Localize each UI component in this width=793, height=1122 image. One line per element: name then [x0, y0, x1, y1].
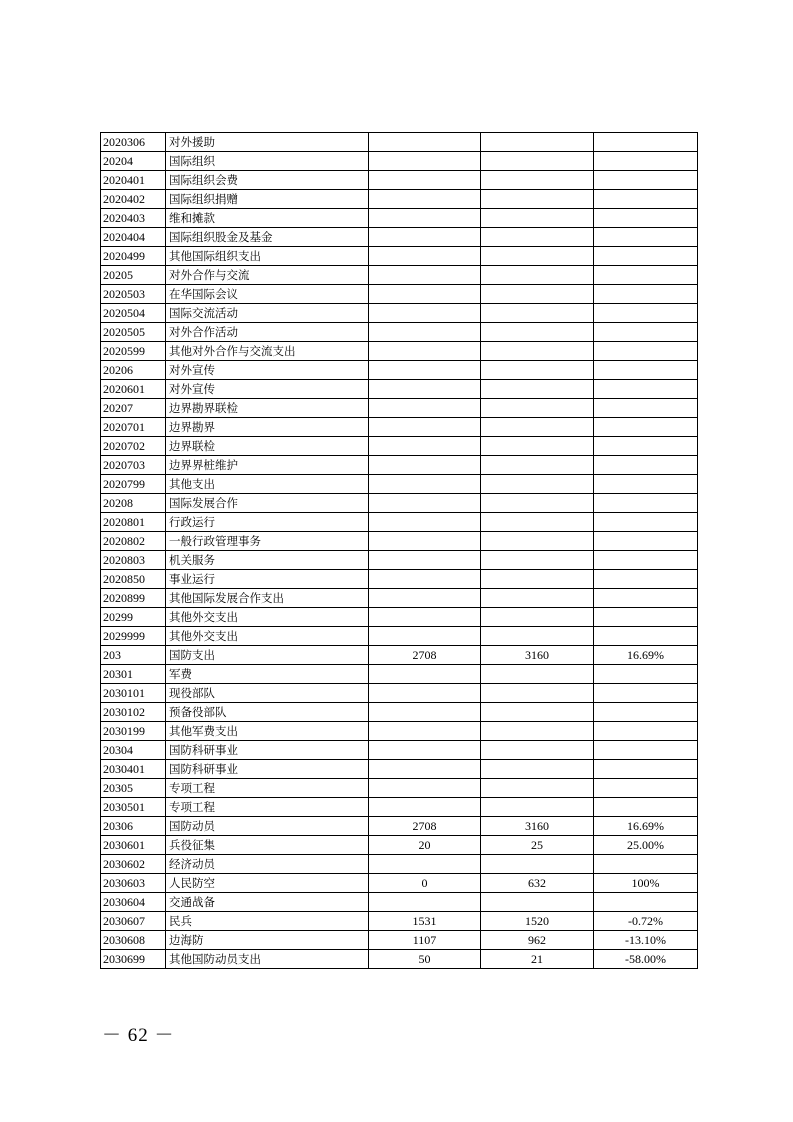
table-row	[101, 171, 698, 190]
table-row	[101, 513, 698, 532]
value-2-cell	[481, 855, 594, 874]
table-row	[101, 817, 698, 836]
subject-name-cell: 其他外交支出	[166, 608, 369, 627]
subject-code-cell: 20208	[101, 494, 166, 513]
table-row	[101, 551, 698, 570]
subject-code-cell: 2020702	[101, 437, 166, 456]
value-2-cell	[481, 266, 594, 285]
value-1-cell	[369, 171, 481, 190]
value-1-cell	[369, 190, 481, 209]
table-row	[101, 456, 698, 475]
value-1-cell	[369, 228, 481, 247]
table-row	[101, 646, 698, 665]
value-2-cell	[481, 703, 594, 722]
change-percent-cell	[594, 190, 698, 209]
subject-code-cell: 2020899	[101, 589, 166, 608]
change-percent-cell	[594, 513, 698, 532]
subject-code-cell: 20304	[101, 741, 166, 760]
subject-code-cell: 2020802	[101, 532, 166, 551]
change-percent-cell	[594, 741, 698, 760]
table-row	[101, 532, 698, 551]
value-1-cell	[369, 133, 481, 152]
table-row	[101, 494, 698, 513]
value-1-cell: 1107	[369, 931, 481, 950]
value-1-cell	[369, 798, 481, 817]
subject-code-cell: 2030608	[101, 931, 166, 950]
subject-name-cell: 事业运行	[166, 570, 369, 589]
subject-code-cell: 2020504	[101, 304, 166, 323]
value-2-cell	[481, 722, 594, 741]
table-row	[101, 760, 698, 779]
value-1-cell	[369, 551, 481, 570]
value-2-cell: 21	[481, 950, 594, 969]
change-percent-cell: 16.69%	[594, 646, 698, 665]
value-2-cell	[481, 133, 594, 152]
change-percent-cell	[594, 285, 698, 304]
subject-code-cell: 2020402	[101, 190, 166, 209]
change-percent-cell	[594, 209, 698, 228]
table-row	[101, 722, 698, 741]
subject-name-cell: 国防科研事业	[166, 760, 369, 779]
subject-code-cell: 2020601	[101, 380, 166, 399]
change-percent-cell	[594, 570, 698, 589]
value-2-cell	[481, 285, 594, 304]
subject-name-cell: 边界界桩维护	[166, 456, 369, 475]
value-2-cell	[481, 893, 594, 912]
subject-code-cell: 2029999	[101, 627, 166, 646]
value-2-cell	[481, 551, 594, 570]
value-2-cell: 3160	[481, 646, 594, 665]
value-1-cell	[369, 475, 481, 494]
table-row	[101, 418, 698, 437]
value-2-cell	[481, 228, 594, 247]
subject-code-cell: 20206	[101, 361, 166, 380]
subject-code-cell: 2020499	[101, 247, 166, 266]
value-2-cell	[481, 323, 594, 342]
subject-code-cell: 20306	[101, 817, 166, 836]
subject-name-cell: 国防科研事业	[166, 741, 369, 760]
subject-code-cell: 2020701	[101, 418, 166, 437]
table-row	[101, 874, 698, 893]
subject-code-cell: 20205	[101, 266, 166, 285]
subject-name-cell: 国际组织会费	[166, 171, 369, 190]
subject-code-cell: 2030102	[101, 703, 166, 722]
subject-code-cell: 2030699	[101, 950, 166, 969]
change-percent-cell	[594, 133, 698, 152]
change-percent-cell	[594, 418, 698, 437]
change-percent-cell	[594, 703, 698, 722]
change-percent-cell	[594, 475, 698, 494]
value-2-cell	[481, 304, 594, 323]
subject-code-cell: 2020404	[101, 228, 166, 247]
value-1-cell	[369, 380, 481, 399]
value-1-cell	[369, 323, 481, 342]
change-percent-cell	[594, 608, 698, 627]
value-2-cell	[481, 399, 594, 418]
subject-name-cell: 边界勘界	[166, 418, 369, 437]
subject-name-cell: 边界勘界联检	[166, 399, 369, 418]
budget-table	[100, 132, 698, 969]
value-1-cell	[369, 361, 481, 380]
subject-code-cell: 2020306	[101, 133, 166, 152]
change-percent-cell	[594, 228, 698, 247]
change-percent-cell	[594, 665, 698, 684]
value-2-cell	[481, 361, 594, 380]
change-percent-cell	[594, 266, 698, 285]
value-1-cell	[369, 437, 481, 456]
value-1-cell	[369, 703, 481, 722]
table-row	[101, 836, 698, 855]
subject-name-cell: 人民防空	[166, 874, 369, 893]
subject-name-cell: 对外宣传	[166, 361, 369, 380]
subject-name-cell: 其他国际组织支出	[166, 247, 369, 266]
value-2-cell	[481, 513, 594, 532]
value-1-cell	[369, 342, 481, 361]
subject-name-cell: 国际组织捐赠	[166, 190, 369, 209]
subject-code-cell: 2020803	[101, 551, 166, 570]
subject-code-cell: 2030602	[101, 855, 166, 874]
budget-table-body	[101, 133, 698, 969]
subject-name-cell: 现役部队	[166, 684, 369, 703]
value-1-cell	[369, 741, 481, 760]
value-1-cell: 50	[369, 950, 481, 969]
value-2-cell	[481, 570, 594, 589]
value-1-cell	[369, 665, 481, 684]
change-percent-cell	[594, 152, 698, 171]
table-row	[101, 893, 698, 912]
change-percent-cell	[594, 323, 698, 342]
value-1-cell	[369, 627, 481, 646]
table-row	[101, 950, 698, 969]
subject-name-cell: 其他国际发展合作支出	[166, 589, 369, 608]
table-row	[101, 627, 698, 646]
value-2-cell	[481, 418, 594, 437]
page-number: － 62 －	[102, 1025, 175, 1046]
table-row	[101, 133, 698, 152]
value-1-cell	[369, 399, 481, 418]
subject-name-cell: 国防动员	[166, 817, 369, 836]
value-2-cell	[481, 190, 594, 209]
table-row	[101, 361, 698, 380]
value-2-cell	[481, 380, 594, 399]
value-1-cell	[369, 418, 481, 437]
value-2-cell: 25	[481, 836, 594, 855]
change-percent-cell	[594, 893, 698, 912]
subject-name-cell: 国际发展合作	[166, 494, 369, 513]
table-row	[101, 912, 698, 931]
value-1-cell: 2708	[369, 646, 481, 665]
change-percent-cell	[594, 779, 698, 798]
subject-code-cell: 2030607	[101, 912, 166, 931]
table-row	[101, 380, 698, 399]
subject-code-cell: 2030603	[101, 874, 166, 893]
subject-code-cell: 20204	[101, 152, 166, 171]
change-percent-cell	[594, 532, 698, 551]
subject-name-cell: 国际交流活动	[166, 304, 369, 323]
table-row	[101, 703, 698, 722]
subject-name-cell: 专项工程	[166, 779, 369, 798]
subject-name-cell: 对外合作活动	[166, 323, 369, 342]
value-1-cell	[369, 285, 481, 304]
table-row	[101, 399, 698, 418]
value-1-cell	[369, 494, 481, 513]
table-row	[101, 741, 698, 760]
value-2-cell	[481, 247, 594, 266]
value-2-cell: 632	[481, 874, 594, 893]
value-1-cell: 20	[369, 836, 481, 855]
table-row	[101, 798, 698, 817]
change-percent-cell	[594, 551, 698, 570]
change-percent-cell	[594, 342, 698, 361]
table-row	[101, 304, 698, 323]
subject-name-cell: 其他外交支出	[166, 627, 369, 646]
table-row	[101, 570, 698, 589]
value-2-cell	[481, 342, 594, 361]
subject-code-cell: 20299	[101, 608, 166, 627]
change-percent-cell	[594, 380, 698, 399]
value-1-cell	[369, 266, 481, 285]
table-row	[101, 665, 698, 684]
change-percent-cell	[594, 589, 698, 608]
value-2-cell	[481, 589, 594, 608]
subject-name-cell: 机关服务	[166, 551, 369, 570]
change-percent-cell	[594, 760, 698, 779]
subject-name-cell: 其他对外合作与交流支出	[166, 342, 369, 361]
change-percent-cell: -13.10%	[594, 931, 698, 950]
change-percent-cell	[594, 627, 698, 646]
table-row	[101, 228, 698, 247]
value-2-cell: 962	[481, 931, 594, 950]
value-1-cell	[369, 779, 481, 798]
table-row	[101, 608, 698, 627]
table-row	[101, 475, 698, 494]
subject-code-cell: 2020801	[101, 513, 166, 532]
subject-name-cell: 国防支出	[166, 646, 369, 665]
subject-code-cell: 2020799	[101, 475, 166, 494]
subject-name-cell: 预备役部队	[166, 703, 369, 722]
value-2-cell: 1520	[481, 912, 594, 931]
value-1-cell	[369, 684, 481, 703]
subject-name-cell: 专项工程	[166, 798, 369, 817]
table-row	[101, 266, 698, 285]
table-row	[101, 152, 698, 171]
value-1-cell	[369, 893, 481, 912]
subject-code-cell: 2020401	[101, 171, 166, 190]
value-2-cell	[481, 627, 594, 646]
value-2-cell	[481, 437, 594, 456]
subject-code-cell: 2020599	[101, 342, 166, 361]
value-1-cell	[369, 513, 481, 532]
subject-code-cell: 2030199	[101, 722, 166, 741]
value-2-cell	[481, 798, 594, 817]
value-2-cell	[481, 475, 594, 494]
table-row	[101, 190, 698, 209]
table-row	[101, 247, 698, 266]
change-percent-cell	[594, 684, 698, 703]
change-percent-cell	[594, 722, 698, 741]
subject-name-cell: 边海防	[166, 931, 369, 950]
change-percent-cell	[594, 361, 698, 380]
subject-name-cell: 国际组织股金及基金	[166, 228, 369, 247]
subject-code-cell: 20305	[101, 779, 166, 798]
table-row	[101, 323, 698, 342]
subject-code-cell: 2020503	[101, 285, 166, 304]
change-percent-cell: 25.00%	[594, 836, 698, 855]
table-row	[101, 209, 698, 228]
subject-code-cell: 2030601	[101, 836, 166, 855]
table-row	[101, 342, 698, 361]
change-percent-cell: -0.72%	[594, 912, 698, 931]
subject-code-cell: 2020850	[101, 570, 166, 589]
table-row	[101, 684, 698, 703]
subject-code-cell: 2030501	[101, 798, 166, 817]
table-row	[101, 437, 698, 456]
subject-code-cell: 2030401	[101, 760, 166, 779]
subject-code-cell: 20207	[101, 399, 166, 418]
subject-code-cell: 2020403	[101, 209, 166, 228]
subject-name-cell: 国际组织	[166, 152, 369, 171]
value-2-cell: 3160	[481, 817, 594, 836]
change-percent-cell	[594, 855, 698, 874]
value-2-cell	[481, 665, 594, 684]
subject-code-cell: 20301	[101, 665, 166, 684]
subject-name-cell: 其他国防动员支出	[166, 950, 369, 969]
subject-name-cell: 边界联检	[166, 437, 369, 456]
subject-code-cell: 2020505	[101, 323, 166, 342]
table-row	[101, 855, 698, 874]
subject-name-cell: 其他军费支出	[166, 722, 369, 741]
change-percent-cell: 100%	[594, 874, 698, 893]
subject-name-cell: 行政运行	[166, 513, 369, 532]
value-1-cell	[369, 760, 481, 779]
subject-name-cell: 民兵	[166, 912, 369, 931]
subject-name-cell: 军费	[166, 665, 369, 684]
subject-code-cell: 2030101	[101, 684, 166, 703]
subject-code-cell: 2020703	[101, 456, 166, 475]
change-percent-cell	[594, 456, 698, 475]
value-2-cell	[481, 152, 594, 171]
value-2-cell	[481, 741, 594, 760]
subject-name-cell: 对外援助	[166, 133, 369, 152]
value-2-cell	[481, 456, 594, 475]
subject-name-cell: 经济动员	[166, 855, 369, 874]
change-percent-cell	[594, 399, 698, 418]
value-2-cell	[481, 608, 594, 627]
change-percent-cell	[594, 798, 698, 817]
change-percent-cell	[594, 171, 698, 190]
change-percent-cell	[594, 247, 698, 266]
table-row	[101, 779, 698, 798]
change-percent-cell	[594, 494, 698, 513]
change-percent-cell: 16.69%	[594, 817, 698, 836]
value-2-cell	[481, 532, 594, 551]
subject-code-cell: 203	[101, 646, 166, 665]
subject-name-cell: 兵役征集	[166, 836, 369, 855]
value-2-cell	[481, 760, 594, 779]
value-2-cell	[481, 779, 594, 798]
value-1-cell	[369, 722, 481, 741]
value-2-cell	[481, 494, 594, 513]
value-1-cell	[369, 304, 481, 323]
change-percent-cell: -58.00%	[594, 950, 698, 969]
value-1-cell	[369, 855, 481, 874]
table-row	[101, 931, 698, 950]
value-1-cell	[369, 247, 481, 266]
value-2-cell	[481, 171, 594, 190]
subject-code-cell: 2030604	[101, 893, 166, 912]
value-1-cell	[369, 456, 481, 475]
subject-name-cell: 交通战备	[166, 893, 369, 912]
subject-name-cell: 其他支出	[166, 475, 369, 494]
table-row	[101, 589, 698, 608]
table-row	[101, 285, 698, 304]
value-1-cell	[369, 589, 481, 608]
value-1-cell	[369, 152, 481, 171]
value-1-cell: 0	[369, 874, 481, 893]
subject-name-cell: 一般行政管理事务	[166, 532, 369, 551]
value-2-cell	[481, 684, 594, 703]
value-1-cell: 2708	[369, 817, 481, 836]
value-1-cell	[369, 608, 481, 627]
subject-name-cell: 对外宣传	[166, 380, 369, 399]
subject-name-cell: 维和摊款	[166, 209, 369, 228]
value-1-cell: 1531	[369, 912, 481, 931]
change-percent-cell	[594, 304, 698, 323]
change-percent-cell	[594, 437, 698, 456]
value-1-cell	[369, 570, 481, 589]
subject-name-cell: 对外合作与交流	[166, 266, 369, 285]
value-2-cell	[481, 209, 594, 228]
subject-name-cell: 在华国际会议	[166, 285, 369, 304]
value-1-cell	[369, 532, 481, 551]
value-1-cell	[369, 209, 481, 228]
